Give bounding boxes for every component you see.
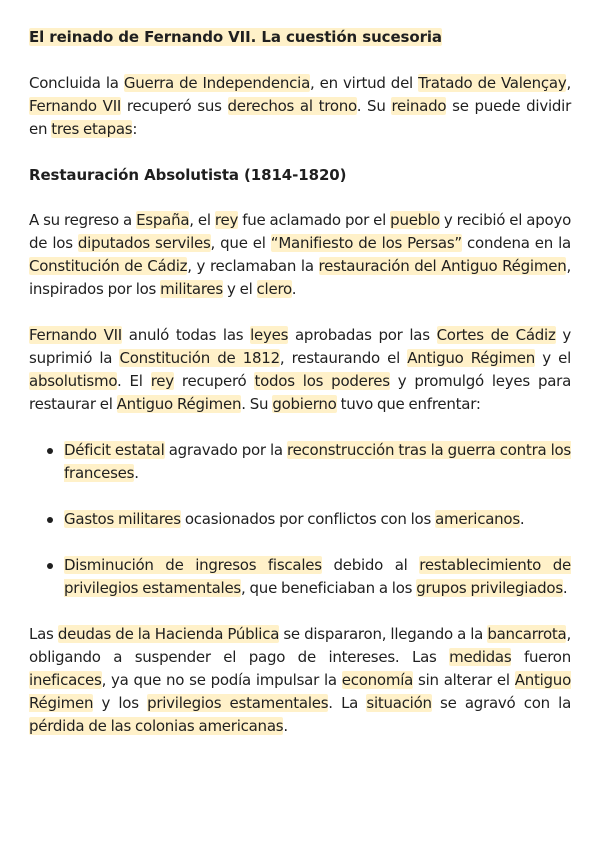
text-run: , que beneficiaban a los <box>241 579 417 597</box>
highlighted-text: pueblo <box>390 211 440 229</box>
text-run: agravado por la <box>164 441 287 459</box>
text-run: . <box>134 464 139 482</box>
text-run: , inspirados por los <box>29 257 571 298</box>
text-run: . Su <box>241 395 273 413</box>
highlighted-text: situación <box>366 694 432 712</box>
text-run: y los <box>93 694 148 712</box>
paragraph-return-of-king <box>29 209 571 301</box>
text-run: ocasionados por conflictos con los <box>180 510 436 528</box>
highlighted-text: absolutismo <box>29 372 118 390</box>
text-run: sin alterar el <box>413 671 515 689</box>
highlighted-text: “Manifiesto de los Persas” <box>270 234 462 252</box>
text-run: se agravó con la <box>431 694 572 712</box>
text-run: . <box>519 510 525 528</box>
highlighted-text: deudas de la Hacienda Pública <box>57 625 280 643</box>
highlighted-text: reinado <box>391 97 447 115</box>
highlighted-text: rey <box>214 211 239 229</box>
text-run: y promulgó leyes para restaurar el <box>29 372 572 413</box>
highlighted-text: militares <box>160 280 223 298</box>
highlighted-text: americanos <box>435 510 520 528</box>
text-run: se dispararon, llegando a la <box>279 625 488 643</box>
text-run: y el <box>535 349 572 367</box>
bullet-icon <box>47 517 53 523</box>
bullet-icon <box>47 563 53 569</box>
highlighted-text: clero <box>256 280 292 298</box>
text-run: , el <box>189 211 215 229</box>
list-item <box>64 554 571 600</box>
text-run: fue aclamado por el <box>238 211 391 229</box>
document-page <box>29 26 571 738</box>
text-run: Las <box>29 625 58 643</box>
highlighted-text: Constitución de Cádiz <box>29 257 188 275</box>
highlighted-text: rey <box>150 372 174 390</box>
highlighted-text: Déficit estatal <box>64 441 165 459</box>
highlighted-text: grupos privilegiados <box>416 579 563 597</box>
highlighted-text: Fernando VII <box>29 97 122 115</box>
text-run: recuperó <box>173 372 255 390</box>
highlighted-text: Gastos militares <box>64 510 181 528</box>
text-run: . <box>291 280 297 298</box>
bullet-icon <box>47 448 53 454</box>
text-run: , en virtud del <box>310 74 419 92</box>
text-run: recuperó sus <box>121 97 228 115</box>
paragraph-abolition <box>29 324 571 416</box>
list-item-text <box>64 441 571 482</box>
highlighted-text: derechos al trono <box>227 97 357 115</box>
problems-list <box>29 439 571 600</box>
title-highlight: El reinado de Fernando VII. La cuestión sucesoria <box>29 28 442 46</box>
list-item <box>64 439 571 485</box>
text-run: , <box>566 74 571 92</box>
highlighted-text: Antiguo Régimen <box>116 395 242 413</box>
text-run: tuvo que enfrentar: <box>336 395 481 413</box>
highlighted-text: Fernando VII <box>29 326 122 344</box>
text-run: , y reclamaban la <box>187 257 319 275</box>
text-run: y el <box>222 280 257 298</box>
highlighted-text: Antiguo Régimen <box>407 349 536 367</box>
section-title: Restauración Absolutista (1814-1820) <box>29 166 347 184</box>
highlighted-text: medidas <box>449 648 512 666</box>
document-title <box>29 26 571 49</box>
list-item-text <box>64 510 524 528</box>
text-run: , ya que no se podía impulsar la <box>101 671 342 689</box>
text-run: aprobadas por las <box>288 326 437 344</box>
text-run: se puede dividir en <box>29 97 571 138</box>
highlighted-text: Constitución de 1812 <box>119 349 280 367</box>
text-run: y suprimió la <box>29 326 571 367</box>
text-run: . La <box>328 694 367 712</box>
intro-paragraph <box>29 72 571 141</box>
highlighted-text: pérdida de las colonias americanas <box>29 717 284 735</box>
text-run: , restaurando el <box>279 349 408 367</box>
highlighted-text: privilegios estamentales <box>147 694 329 712</box>
highlighted-text: economía <box>341 671 414 689</box>
highlighted-text: restauración del Antiguo Régimen <box>318 257 567 275</box>
list-item <box>64 508 571 531</box>
text-run: Concluida la <box>29 74 124 92</box>
highlighted-text: Disminución de ingresos fiscales <box>64 556 322 574</box>
paragraph-debts <box>29 623 571 738</box>
text-run: , obligando a suspender el pago de intereses. Las <box>29 625 571 666</box>
text-run: y recibió el apoyo de los <box>29 211 572 252</box>
text-run: . El <box>117 372 151 390</box>
highlighted-text: restablecimiento de privilegios estamentales <box>64 556 571 597</box>
text-run: A su regreso a <box>29 211 137 229</box>
text-run: . Su <box>356 97 392 115</box>
text-run: anuló todas las <box>121 326 251 344</box>
highlighted-text: Antiguo Régimen <box>29 671 571 712</box>
highlighted-text: Guerra de Independencia <box>123 74 311 92</box>
text-run: debido al <box>321 556 420 574</box>
text-run: fueron <box>511 648 571 666</box>
highlighted-text: España <box>136 211 190 229</box>
highlighted-text: tres etapas <box>51 120 133 138</box>
highlighted-text: Tratado de Valençay <box>418 74 567 92</box>
text-run: . <box>283 717 288 735</box>
text-run: , que el <box>210 234 271 252</box>
text-run: . <box>562 579 568 597</box>
highlighted-text: Cortes de Cádiz <box>436 326 556 344</box>
highlighted-text: gobierno <box>272 395 337 413</box>
highlighted-text: diputados serviles <box>77 234 211 252</box>
highlighted-text: leyes <box>250 326 289 344</box>
highlighted-text: reconstrucción tras la guerra contra los franceses <box>64 441 571 482</box>
highlighted-text: todos los poderes <box>254 372 390 390</box>
list-item-text <box>64 556 571 597</box>
text-run: condena en la <box>461 234 572 252</box>
text-run: : <box>132 120 138 138</box>
highlighted-text: ineficaces <box>29 671 102 689</box>
highlighted-text: bancarrota <box>487 625 567 643</box>
